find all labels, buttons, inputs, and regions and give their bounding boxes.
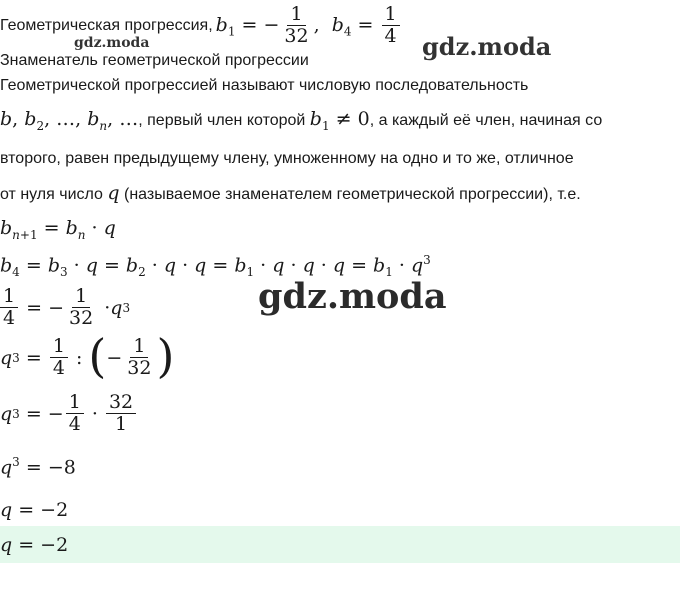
problem-title: Геометрическая прогрессия,: [0, 17, 213, 34]
q-symbol: q: [107, 182, 120, 204]
step-substitution: $\frac{1}{4}$ = − $\frac{1}{32}$ · q 3: [0, 287, 130, 329]
b4-expansion: $b_4 = b_3 \cdot q = b_2 \cdot q \cdot q = b_1 \cdot q \cdot q \cdot q = b_1 \cdot q^3$: [0, 253, 431, 280]
sequence-formula: b, $b_2$, …, $b_n$, …: [0, 108, 139, 133]
step-result: q = −2: [0, 499, 69, 521]
problem-b1: $b_1$ = − $\frac{1}{32}$ , $b_4$ = $\frac{1}{4}$: [216, 5, 402, 47]
definition-line-4: от нуля число q (называемое знаменателем геометрической прогрессии), т.е.: [0, 182, 581, 204]
step-multiply: q 3 = − $\frac{1}{4}$ · $\frac{32}{1}$: [0, 393, 138, 435]
watermark-small: gdz.moda: [74, 35, 150, 51]
problem-statement: [0, 2, 402, 50]
definition-line-1: Геометрической прогрессией называют числовую последовательность: [0, 77, 529, 94]
watermark-big: gdz.moda: [258, 276, 447, 317]
recurrence-formula: $b_{n+1} = b_n \cdot q$: [0, 217, 116, 242]
step-divide: q 3 = $\frac{1}{4}$ : ( − $\frac{1}{32}$ ): [0, 329, 175, 383]
section-title: Знаменатель геометрической прогрессии: [0, 52, 309, 69]
step-cube: $q^3 = -8$: [0, 455, 76, 479]
definition-line-3: второго, равен предыдущему члену, умноженному на одно и то же, отличное: [0, 150, 574, 167]
definition-line-2: b, $b_2$, …, $b_n$, …, первый член которой $b_1 \ne 0$, а каждый её член, начиная со: [0, 108, 603, 133]
b1-nonzero: $b_1 \ne 0$: [309, 108, 370, 133]
answer-box: [0, 526, 680, 563]
final-answer: q = −2: [0, 534, 69, 556]
watermark-mid: gdz.moda: [422, 32, 552, 61]
